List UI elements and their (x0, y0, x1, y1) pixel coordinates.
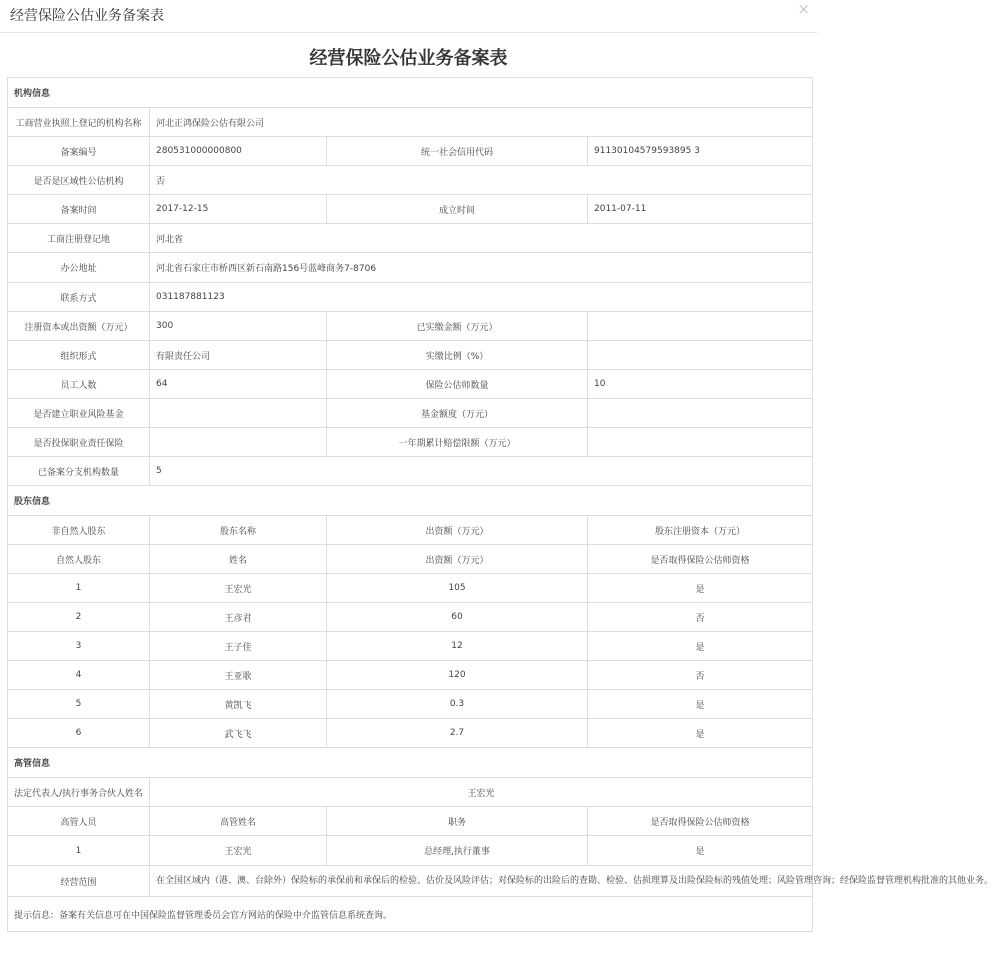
table-row (8, 632, 813, 661)
paid-ratio-label: 实缴比例（%） (327, 341, 588, 370)
shareholder-no: 5 (8, 690, 150, 719)
name-label: 工商营业执照上登记的机构名称 (8, 108, 150, 137)
shareholder-name: 黄凯飞 (150, 690, 327, 719)
shareholder-qualified: 是 (588, 574, 813, 603)
header-cell: 股东注册资本（万元） (588, 516, 813, 545)
record-date-label: 备案时间 (8, 195, 150, 224)
scope-label: 经营范围 (8, 866, 150, 897)
shareholder-qualified: 否 (588, 661, 813, 690)
org-form-label: 组织形式 (8, 341, 150, 370)
shareholder-no: 3 (8, 632, 150, 661)
annual-limit-label: 一年期累计赔偿限额（万元） (327, 428, 588, 457)
shareholder-amount: 120 (327, 661, 588, 690)
shareholder-no: 4 (8, 661, 150, 690)
capital-label: 注册资本或出资额（万元） (8, 312, 150, 341)
founded-value: 2011-07-11 (588, 195, 813, 224)
reg-place-label: 工商注册登记地 (8, 224, 150, 253)
table-row (8, 836, 813, 866)
reg-place-value: 河北省 (150, 224, 813, 253)
shareholder-no: 1 (8, 574, 150, 603)
natural-shareholder-header-row (8, 545, 813, 574)
shareholder-no: 6 (8, 719, 150, 748)
header-cell: 是否取得保险公估师资格 (588, 807, 813, 836)
header-cell: 出资额（万元） (327, 516, 588, 545)
section-title-shareholders: 股东信息 (8, 486, 813, 516)
shareholder-qualified: 是 (588, 632, 813, 661)
regional-value: 否 (150, 166, 813, 195)
executive-qualified: 是 (588, 836, 813, 866)
credit-code-value: 91130104579593895 3 (588, 137, 813, 166)
shareholder-name: 王宏光 (150, 574, 327, 603)
header-cell: 高管人员 (8, 807, 150, 836)
org-form-value: 有限责任公司 (150, 341, 327, 370)
assessor-value: 10 (588, 370, 813, 399)
annual-limit-value (588, 428, 813, 457)
header-cell: 自然人股东 (8, 545, 150, 574)
header-cell: 非自然人股东 (8, 516, 150, 545)
shareholder-name: 王亚歌 (150, 661, 327, 690)
fund-amount-label: 基金额度（万元） (327, 399, 588, 428)
capital-value: 300 (150, 312, 327, 341)
shareholder-amount: 105 (327, 574, 588, 603)
regional-label: 是否是区域性公估机构 (8, 166, 150, 195)
branches-value: 5 (150, 457, 813, 486)
tip-text: 提示信息：备案有关信息可在中国保险监督管理委员会官方网站的保险中介监管信息系统查询。 (8, 897, 813, 932)
header-cell: 高管姓名 (150, 807, 327, 836)
section-title-executives: 高管信息 (8, 748, 813, 778)
shareholder-name: 王彦君 (150, 603, 327, 632)
paid-ratio-value (588, 341, 813, 370)
shareholder-amount: 12 (327, 632, 588, 661)
record-no-value: 280531000000800 (150, 137, 327, 166)
record-no-label: 备案编号 (8, 137, 150, 166)
record-table (7, 77, 993, 932)
header-cell: 出资额（万元） (327, 545, 588, 574)
table-row (8, 719, 813, 748)
founded-label: 成立时间 (327, 195, 588, 224)
staff-value: 64 (150, 370, 327, 399)
shareholder-amount: 0.3 (327, 690, 588, 719)
legal-shareholder-header-row (8, 516, 813, 545)
legal-rep-label: 法定代表人/执行事务合伙人姓名 (8, 778, 150, 807)
office-label: 办公地址 (8, 253, 150, 283)
table-row (8, 574, 813, 603)
executive-header-row (8, 807, 813, 836)
shareholder-name: 王子佳 (150, 632, 327, 661)
header-cell: 股东名称 (150, 516, 327, 545)
header-cell: 职务 (327, 807, 588, 836)
shareholder-amount: 60 (327, 603, 588, 632)
name-value: 河北正鸿保险公估有限公司 (150, 108, 813, 137)
shareholder-no: 2 (8, 603, 150, 632)
executive-no: 1 (8, 836, 150, 866)
executive-name: 王宏光 (150, 836, 327, 866)
paid-label: 已实缴金额（万元） (327, 312, 588, 341)
legal-rep-value: 王宏光 (150, 778, 813, 807)
risk-fund-label: 是否建立职业风险基金 (8, 399, 150, 428)
doc-title: 经营保险公估业务备案表 (309, 48, 508, 69)
header-cell: 是否取得保险公估师资格 (588, 545, 813, 574)
shareholder-qualified: 是 (588, 690, 813, 719)
executive-position: 总经理,执行董事 (327, 836, 588, 866)
assessor-label: 保险公估师数量 (327, 370, 588, 399)
modal-header (0, 0, 817, 33)
modal-title: 经营保险公估业务备案表 (10, 8, 164, 24)
liability-ins-label: 是否投保职业责任保险 (8, 428, 150, 457)
credit-code-label: 统一社会信用代码 (327, 137, 588, 166)
staff-label: 员工人数 (8, 370, 150, 399)
paid-value (588, 312, 813, 341)
risk-fund-value (150, 399, 327, 428)
fund-amount-value (588, 399, 813, 428)
shareholder-qualified: 是 (588, 719, 813, 748)
shareholder-name: 武飞飞 (150, 719, 327, 748)
shareholder-qualified: 否 (588, 603, 813, 632)
table-row (8, 603, 813, 632)
table-row (8, 690, 813, 719)
contact-value: 031187881123 (150, 283, 813, 312)
office-value: 河北省石家庄市桥西区新石南路156号蓝峰商务7-8706 (150, 253, 813, 283)
section-title-institution: 机构信息 (8, 78, 813, 108)
shareholder-amount: 2.7 (327, 719, 588, 748)
scope-value: 在全国区域内（港、澳、台除外）保险标的承保前和承保后的检验、估价及风险评估；对保险标的出险后的查勘、检验、估损理算及出险保险标的残值处理；风险管理咨询；经保险监督管理机构批准的其他业务。 (150, 866, 813, 897)
branches-label: 已备案分支机构数量 (8, 457, 150, 486)
liability-ins-value (150, 428, 327, 457)
header-cell: 姓名 (150, 545, 327, 574)
contact-label: 联系方式 (8, 283, 150, 312)
record-date-value: 2017-12-15 (150, 195, 327, 224)
close-icon[interactable]: × (797, 0, 810, 18)
table-row (8, 661, 813, 690)
